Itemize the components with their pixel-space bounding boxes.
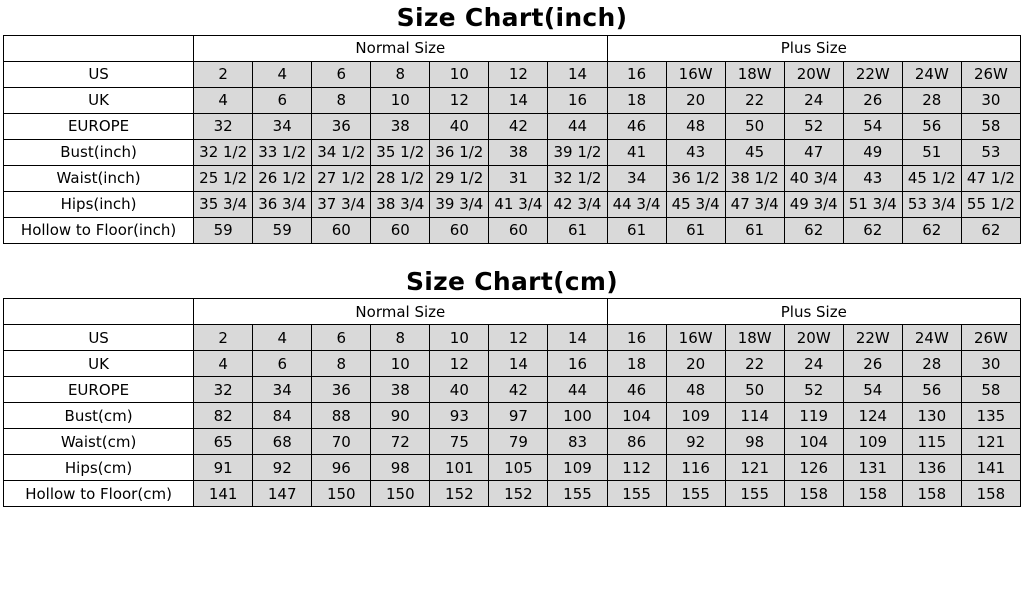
table-cell: 49 — [843, 139, 902, 165]
group-header-row — [4, 35, 1021, 61]
chart-title: Size Chart(cm) — [405, 266, 618, 296]
table-cell: 105 — [489, 455, 548, 481]
table-cell: 20W — [784, 325, 843, 351]
table-cell: 84 — [253, 403, 312, 429]
table-cell: 52 — [784, 113, 843, 139]
table-cell: 6 — [312, 325, 371, 351]
table-cell: 45 3/4 — [666, 191, 725, 217]
table-cell: 22 — [725, 351, 784, 377]
table-cell: 40 — [430, 377, 489, 403]
table-cell: 42 3/4 — [548, 191, 607, 217]
table-cell: 41 — [607, 139, 666, 165]
table-row — [4, 377, 1021, 403]
table-cell: 65 — [194, 429, 253, 455]
size-table — [3, 298, 1021, 507]
table-cell: 155 — [666, 481, 725, 507]
table-cell: 30 — [961, 351, 1020, 377]
table-cell: 16 — [607, 325, 666, 351]
table-cell: 36 3/4 — [253, 191, 312, 217]
table-cell: 28 1/2 — [371, 165, 430, 191]
table-cell: 59 — [194, 217, 253, 243]
table-cell: 121 — [725, 455, 784, 481]
table-cell: 58 — [961, 377, 1020, 403]
table-cell: 16W — [666, 61, 725, 87]
table-cell: 16 — [607, 61, 666, 87]
table-cell: 39 1/2 — [548, 139, 607, 165]
table-cell: 38 — [489, 139, 548, 165]
table-cell: 61 — [607, 217, 666, 243]
table-cell: 36 — [312, 377, 371, 403]
table-cell: 150 — [312, 481, 371, 507]
table-row — [4, 455, 1021, 481]
table-row — [4, 191, 1021, 217]
size-chart-block — [0, 264, 1024, 508]
group-header-normal-size: Normal Size — [194, 299, 607, 325]
size-table — [3, 35, 1021, 244]
table-cell: 42 — [489, 377, 548, 403]
table-cell: 8 — [371, 325, 430, 351]
table-row — [4, 325, 1021, 351]
table-cell: 43 — [843, 165, 902, 191]
table-cell: 42 — [489, 113, 548, 139]
table-cell: 158 — [961, 481, 1020, 507]
table-cell: 44 — [548, 113, 607, 139]
table-cell: 46 — [607, 113, 666, 139]
table-cell: 68 — [253, 429, 312, 455]
table-cell: 37 3/4 — [312, 191, 371, 217]
group-header-plus-size: Plus Size — [607, 299, 1020, 325]
table-cell: 12 — [489, 61, 548, 87]
row-label: US — [4, 61, 194, 87]
table-row — [4, 217, 1021, 243]
table-cell: 124 — [843, 403, 902, 429]
table-cell: 152 — [430, 481, 489, 507]
table-cell: 22W — [843, 325, 902, 351]
table-cell: 38 1/2 — [725, 165, 784, 191]
table-cell: 98 — [371, 455, 430, 481]
table-cell: 51 3/4 — [843, 191, 902, 217]
table-cell: 158 — [843, 481, 902, 507]
table-cell: 121 — [961, 429, 1020, 455]
table-cell: 41 3/4 — [489, 191, 548, 217]
table-cell: 34 1/2 — [312, 139, 371, 165]
table-row — [4, 481, 1021, 507]
table-cell: 62 — [902, 217, 961, 243]
table-cell: 92 — [666, 429, 725, 455]
table-cell: 52 — [784, 377, 843, 403]
table-cell: 10 — [430, 325, 489, 351]
table-corner-cell — [4, 35, 194, 61]
table-cell: 33 1/2 — [253, 139, 312, 165]
table-corner-cell — [4, 299, 194, 325]
table-cell: 49 3/4 — [784, 191, 843, 217]
table-cell: 38 3/4 — [371, 191, 430, 217]
table-cell: 32 — [194, 377, 253, 403]
table-cell: 6 — [253, 351, 312, 377]
table-cell: 75 — [430, 429, 489, 455]
table-cell: 116 — [666, 455, 725, 481]
table-cell: 115 — [902, 429, 961, 455]
table-cell: 90 — [371, 403, 430, 429]
table-cell: 58 — [961, 113, 1020, 139]
table-cell: 109 — [666, 403, 725, 429]
table-cell: 130 — [902, 403, 961, 429]
table-cell: 14 — [548, 61, 607, 87]
table-cell: 147 — [253, 481, 312, 507]
row-label: Hips(inch) — [4, 191, 194, 217]
group-header-normal-size: Normal Size — [194, 35, 607, 61]
table-cell: 26W — [961, 325, 1020, 351]
table-row — [4, 429, 1021, 455]
chart-title: Size Chart(inch) — [396, 3, 628, 32]
section-spacer — [0, 244, 1024, 264]
table-cell: 60 — [489, 217, 548, 243]
table-cell: 20 — [666, 87, 725, 113]
table-row — [4, 403, 1021, 429]
table-cell: 109 — [548, 455, 607, 481]
table-cell: 131 — [843, 455, 902, 481]
table-cell: 36 1/2 — [666, 165, 725, 191]
table-cell: 93 — [430, 403, 489, 429]
table-cell: 152 — [489, 481, 548, 507]
table-row — [4, 139, 1021, 165]
table-cell: 54 — [843, 113, 902, 139]
table-cell: 27 1/2 — [312, 165, 371, 191]
table-cell: 59 — [253, 217, 312, 243]
table-cell: 38 — [371, 377, 430, 403]
table-cell: 8 — [371, 61, 430, 87]
table-cell: 47 3/4 — [725, 191, 784, 217]
table-cell: 54 — [843, 377, 902, 403]
table-cell: 10 — [371, 87, 430, 113]
table-cell: 16 — [548, 87, 607, 113]
table-cell: 18W — [725, 61, 784, 87]
table-cell: 96 — [312, 455, 371, 481]
table-cell: 14 — [489, 351, 548, 377]
table-cell: 16W — [666, 325, 725, 351]
table-cell: 104 — [607, 403, 666, 429]
table-cell: 44 — [548, 377, 607, 403]
table-cell: 29 1/2 — [430, 165, 489, 191]
table-cell: 119 — [784, 403, 843, 429]
table-cell: 6 — [312, 61, 371, 87]
table-cell: 18 — [607, 351, 666, 377]
table-cell: 101 — [430, 455, 489, 481]
row-label: EUROPE — [4, 377, 194, 403]
table-cell: 48 — [666, 113, 725, 139]
table-cell: 44 3/4 — [607, 191, 666, 217]
table-cell: 38 — [371, 113, 430, 139]
table-cell: 12 — [430, 351, 489, 377]
row-label: UK — [4, 87, 194, 113]
table-cell: 22 — [725, 87, 784, 113]
table-cell: 14 — [548, 325, 607, 351]
table-cell: 43 — [666, 139, 725, 165]
table-cell: 155 — [548, 481, 607, 507]
table-cell: 109 — [843, 429, 902, 455]
table-cell: 155 — [725, 481, 784, 507]
table-cell: 79 — [489, 429, 548, 455]
table-cell: 18W — [725, 325, 784, 351]
table-cell: 53 — [961, 139, 1020, 165]
table-cell: 10 — [371, 351, 430, 377]
table-row — [4, 61, 1021, 87]
table-cell: 40 — [430, 113, 489, 139]
table-cell: 60 — [430, 217, 489, 243]
table-row — [4, 351, 1021, 377]
table-cell: 83 — [548, 429, 607, 455]
table-cell: 47 1/2 — [961, 165, 1020, 191]
table-cell: 155 — [607, 481, 666, 507]
table-cell: 62 — [784, 217, 843, 243]
table-cell: 92 — [253, 455, 312, 481]
table-cell: 35 3/4 — [194, 191, 253, 217]
table-cell: 47 — [784, 139, 843, 165]
table-cell: 53 3/4 — [902, 191, 961, 217]
table-cell: 150 — [371, 481, 430, 507]
table-cell: 26 1/2 — [253, 165, 312, 191]
table-cell: 4 — [253, 61, 312, 87]
table-cell: 24 — [784, 351, 843, 377]
table-cell: 2 — [194, 325, 253, 351]
row-label: Waist(inch) — [4, 165, 194, 191]
table-cell: 62 — [843, 217, 902, 243]
table-cell: 45 — [725, 139, 784, 165]
table-cell: 24W — [902, 61, 961, 87]
table-cell: 104 — [784, 429, 843, 455]
table-cell: 114 — [725, 403, 784, 429]
table-cell: 28 — [902, 87, 961, 113]
table-cell: 158 — [902, 481, 961, 507]
table-cell: 4 — [253, 325, 312, 351]
table-cell: 36 1/2 — [430, 139, 489, 165]
row-label: Waist(cm) — [4, 429, 194, 455]
table-cell: 136 — [902, 455, 961, 481]
table-cell: 61 — [725, 217, 784, 243]
table-cell: 26 — [843, 351, 902, 377]
row-label: Hips(cm) — [4, 455, 194, 481]
table-cell: 34 — [253, 377, 312, 403]
row-label: Bust(cm) — [4, 403, 194, 429]
size-chart-block — [0, 0, 1024, 244]
table-cell: 51 — [902, 139, 961, 165]
table-cell: 56 — [902, 377, 961, 403]
table-cell: 50 — [725, 377, 784, 403]
table-cell: 141 — [194, 481, 253, 507]
table-cell: 35 1/2 — [371, 139, 430, 165]
table-cell: 28 — [902, 351, 961, 377]
row-label: EUROPE — [4, 113, 194, 139]
table-cell: 91 — [194, 455, 253, 481]
table-cell: 32 1/2 — [548, 165, 607, 191]
row-label: Bust(inch) — [4, 139, 194, 165]
table-cell: 56 — [902, 113, 961, 139]
table-cell: 88 — [312, 403, 371, 429]
table-cell: 34 — [607, 165, 666, 191]
table-cell: 14 — [489, 87, 548, 113]
table-cell: 4 — [194, 351, 253, 377]
table-cell: 34 — [253, 113, 312, 139]
table-cell: 98 — [725, 429, 784, 455]
table-cell: 48 — [666, 377, 725, 403]
table-cell: 4 — [194, 87, 253, 113]
table-cell: 10 — [430, 61, 489, 87]
table-cell: 45 1/2 — [902, 165, 961, 191]
table-cell: 126 — [784, 455, 843, 481]
table-cell: 22W — [843, 61, 902, 87]
table-row — [4, 87, 1021, 113]
table-cell: 25 1/2 — [194, 165, 253, 191]
table-cell: 72 — [371, 429, 430, 455]
table-cell: 61 — [666, 217, 725, 243]
table-cell: 36 — [312, 113, 371, 139]
table-cell: 32 1/2 — [194, 139, 253, 165]
table-cell: 135 — [961, 403, 1020, 429]
table-cell: 30 — [961, 87, 1020, 113]
table-cell: 61 — [548, 217, 607, 243]
table-cell: 24 — [784, 87, 843, 113]
table-cell: 12 — [489, 325, 548, 351]
table-row — [4, 113, 1021, 139]
table-cell: 24W — [902, 325, 961, 351]
table-cell: 16 — [548, 351, 607, 377]
table-cell: 82 — [194, 403, 253, 429]
table-cell: 20 — [666, 351, 725, 377]
row-label: Hollow to Floor(cm) — [4, 481, 194, 507]
table-cell: 39 3/4 — [430, 191, 489, 217]
row-label: Hollow to Floor(inch) — [4, 217, 194, 243]
table-cell: 50 — [725, 113, 784, 139]
table-row — [4, 165, 1021, 191]
table-cell: 46 — [607, 377, 666, 403]
table-cell: 100 — [548, 403, 607, 429]
table-cell: 40 3/4 — [784, 165, 843, 191]
group-header-plus-size: Plus Size — [607, 35, 1020, 61]
row-label: US — [4, 325, 194, 351]
table-cell: 8 — [312, 87, 371, 113]
table-cell: 60 — [371, 217, 430, 243]
row-label: UK — [4, 351, 194, 377]
table-cell: 8 — [312, 351, 371, 377]
table-cell: 32 — [194, 113, 253, 139]
table-cell: 60 — [312, 217, 371, 243]
table-cell: 70 — [312, 429, 371, 455]
group-header-row — [4, 299, 1021, 325]
table-cell: 20W — [784, 61, 843, 87]
table-cell: 62 — [961, 217, 1020, 243]
table-cell: 26W — [961, 61, 1020, 87]
table-cell: 158 — [784, 481, 843, 507]
table-cell: 31 — [489, 165, 548, 191]
table-cell: 2 — [194, 61, 253, 87]
table-cell: 97 — [489, 403, 548, 429]
table-cell: 86 — [607, 429, 666, 455]
table-cell: 112 — [607, 455, 666, 481]
table-cell: 6 — [253, 87, 312, 113]
table-cell: 18 — [607, 87, 666, 113]
table-cell: 26 — [843, 87, 902, 113]
table-cell: 12 — [430, 87, 489, 113]
table-cell: 141 — [961, 455, 1020, 481]
table-cell: 55 1/2 — [961, 191, 1020, 217]
